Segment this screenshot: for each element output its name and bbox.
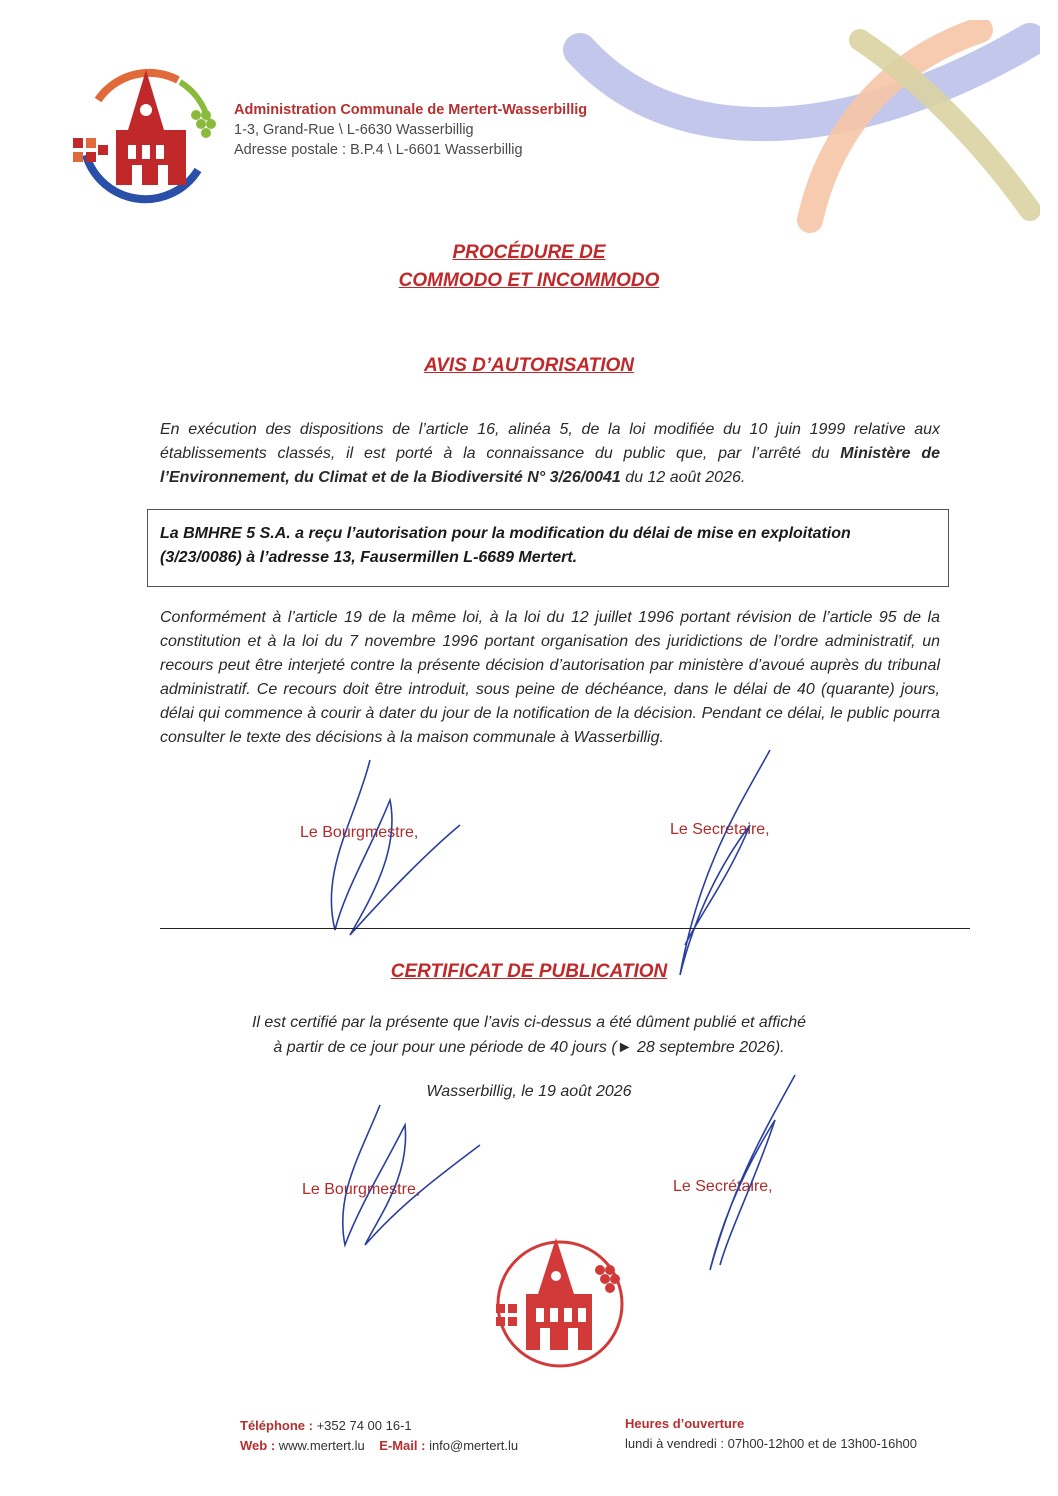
commune-logo bbox=[68, 60, 224, 205]
place-and-date: Wasserbillig, le 19 août 2026 bbox=[426, 1083, 632, 1100]
certificate-line1: Il est certifié par la présente que l’avis ci-dessus a été dûment publié et affiché bbox=[251, 1014, 807, 1031]
decree-date: du 12 août 2026. bbox=[620, 469, 746, 486]
avis-title: AVIS D’AUTORISATION bbox=[423, 355, 635, 376]
footer-hours bbox=[625, 1414, 917, 1454]
procedure-title-line2: COMMODO ET INCOMMODO bbox=[398, 270, 660, 291]
decorative-swoosh-graphic bbox=[560, 20, 1040, 240]
organization-header bbox=[234, 100, 587, 160]
official-stamp bbox=[490, 1232, 635, 1372]
procedure-title-line1: PROCÉDURE DE bbox=[452, 242, 606, 263]
section-divider bbox=[160, 928, 970, 929]
phone-label: Téléphone : bbox=[240, 1418, 313, 1433]
secretaire-label-2: Le Secrétaire, bbox=[673, 1178, 773, 1195]
web-link[interactable]: www.mertert.lu bbox=[278, 1438, 365, 1453]
organization-postal-address: Adresse postale : B.P.4 \ L-6601 Wasserbillig bbox=[234, 142, 523, 158]
email-label: E-Mail : bbox=[379, 1438, 426, 1453]
secretaire-signature-2 bbox=[680, 1070, 810, 1280]
phone-number: +352 74 00 16-1 bbox=[316, 1418, 412, 1433]
web-label: Web : bbox=[240, 1438, 276, 1453]
intro-paragraph bbox=[160, 418, 940, 490]
bourgmestre-label-1: Le Bourgmestre, bbox=[300, 824, 419, 841]
organization-address: 1-3, Grand-Rue \ L-6630 Wasserbillig bbox=[234, 122, 474, 138]
intro-text: En exécution des dispositions de l’article 16, alinéa 5, de la loi modifiée du 10 juin 1999 relative aux établissements classés, il est porté à la connaissance du public que, par l’arrêté du bbox=[160, 421, 940, 462]
authorization-box: La BMHRE 5 S.A. a reçu l’autorisation pour la modification du délai de mise en exploitation (3/23/0086) à l’adresse 13, Fausermillen L-6689 Mertert. bbox=[147, 509, 949, 587]
recourse-paragraph: Conformément à l’article 19 de la même loi, à la loi du 12 juillet 1996 portant révision de l’article 95 de la constitution et à la loi du 7 novembre 1996 portant organisation des juridictions de l’ordre administratif, un recours peut être interjeté contre la présente décision d’autorisation par ministère d’avoué auprès du tribunal administratif. Ce recours doit être introduit, sous peine de déchéance, dans le délai de 40 (quarante) jours, délai qui commence à courir à dater du jour de la notification de la décision. Pendant ce délai, le public pourra consulter le texte des décisions à la maison communale à Wasserbillig. bbox=[160, 609, 940, 746]
organization-name: Administration Communale de Mertert-Wasserbillig bbox=[234, 102, 588, 118]
hours-label: Heures d’ouverture bbox=[625, 1416, 745, 1431]
bourgmestre-signature-2 bbox=[320, 1095, 490, 1255]
certificate-title: CERTIFICAT DE PUBLICATION bbox=[390, 961, 668, 982]
email-link[interactable]: info@mertert.lu bbox=[429, 1438, 519, 1453]
opening-hours: lundi à vendredi : 07h00-12h00 et de 13h00-16h00 bbox=[625, 1436, 918, 1451]
secretaire-signature-1 bbox=[640, 745, 790, 985]
ministry-reference: Ministère de l’Environnement, du Climat et de la Biodiversité N° 3/26/0041 bbox=[160, 445, 941, 486]
footer-contact bbox=[240, 1416, 518, 1456]
bourgmestre-label-2: Le Bourgmestre, bbox=[302, 1181, 421, 1198]
secretaire-label-1: Le Secrétaire, bbox=[670, 821, 770, 838]
certificate-line2: à partir de ce jour pour une période de 40 jours (► 28 septembre 2026). bbox=[273, 1039, 785, 1056]
